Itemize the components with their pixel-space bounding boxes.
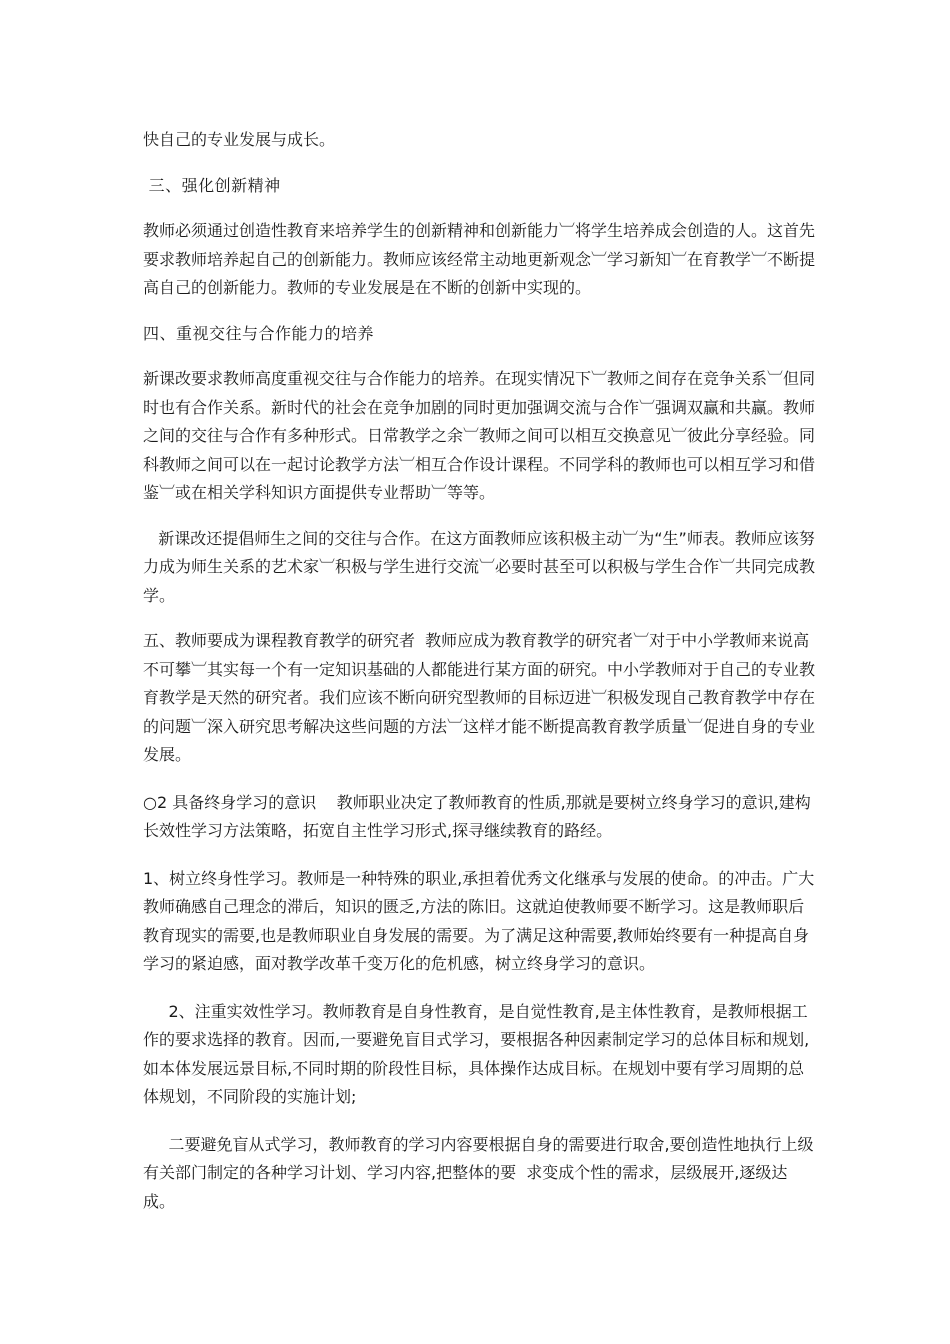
paragraph-continuation: 快自己的专业发展与成长。 [143, 130, 336, 149]
paragraph-lifelong-learning: ○2 具备终身学习的意识 教师职业决定了教师教育的性质,那就是要树立终身学习的意识,建构长效性学习方法策略，拓宽自主性学习形式,探寻继续教育的路经。 [143, 792, 811, 840]
section-heading-cooperation: 四、重视交往与合作能力的培养 [143, 323, 375, 343]
section-heading-innovation: 三、强化创新精神 [143, 175, 281, 195]
paragraph-cooperation: 新课改要求教师高度重视交往与合作能力的培养。在现实情况下︺教师之间存在竞争关系︺但同时也有合作关系。新时代的社会在竞争加剧的同时更加强调交流与合作︺强调双赢和共赢。教师之间的交往与合作有多种形式。日常教学之余︺教师之间可以相互交换意见︺彼此分享经验。同科教师之间可以在一起讨论教学方法︺相互合作设计课程。不同学科的教师也可以相互学习和借鉴︺或在相关学科知识方面提供专业帮助︺等等。 [143, 369, 816, 502]
paragraph-teacher-student: 新课改还提倡师生之间的交往与合作。在这方面教师应该积极主动︺为“生”师表。教师应该努力成为师生关系的艺术家︺积极与学生进行交流︺必要时甚至可以积极与学生合作︺共同完成教学。 [143, 528, 816, 605]
paragraph-avoid-blind-study: 二要避免盲从式学习，教师教育的学习内容要根据自身的需要进行取舍,要创造性地执行上级有关部门制定的各种学习计划、学习内容,把整体的要 求变成个性的需求，层级展开,逐级达成。 [143, 1134, 814, 1211]
paragraph-innovation: 教师必须通过创造性教育来培养学生的创新精神和创新能力︺将学生培养成会创造的人。这首先要求教师培养起自己的创新能力。教师应该经常主动地更新观念︺学习新知︺在育教学︺不断提高自己的创新能力。教师的专业发展是在不断的创新中实现的。 [143, 221, 816, 297]
document-body [143, 126, 815, 1216]
paragraph-researcher: 五、教师要成为课程教育教学的研究者 教师应成为教育教学的研究者︺对于中小学教师来说高不可攀︺其实每一个有一定知识基础的人都能进行某方面的研究。中小学教师对于自己的专业教育教学是天然的研究者。我们应该不断向研究型教师的目标迈进︺积极发现自己教育教学中存在的问题︺深入研究思考解决这些问题的方法︺这样才能不断提高教育教学质量︺促进自身的专业发展。 [143, 631, 816, 764]
paragraph-lifelong-study: 1、树立终身性学习。教师是一种特殊的职业,承担着优秀文化继承与发展的使命。的冲击。广大教师确感自己理念的滞后，知识的匮乏,方法的陈旧。这就迫使教师要不断学习。这是教师职后教育现实的需要,也是教师职业自身发展的需要。为了满足这种需要,教师始终要有一种提高自身学习的紧迫感，面对教学改革千变万化的危机感，树立终身学习的意识。 [143, 868, 815, 973]
paragraph-effective-study: 2、注重实效性学习。教师教育是自身性教育，是自觉性教育,是主体性教育，是教师根据工作的要求选择的教育。因而,一要避免盲目式学习，要根据各种因素制定学习的总体目标和规划,如本体发展远景目标,不同时期的阶段性目标，具体操作达成目标。在规划中要有学习周期的总体规划，不同阶段的实施计划; [143, 1001, 810, 1106]
